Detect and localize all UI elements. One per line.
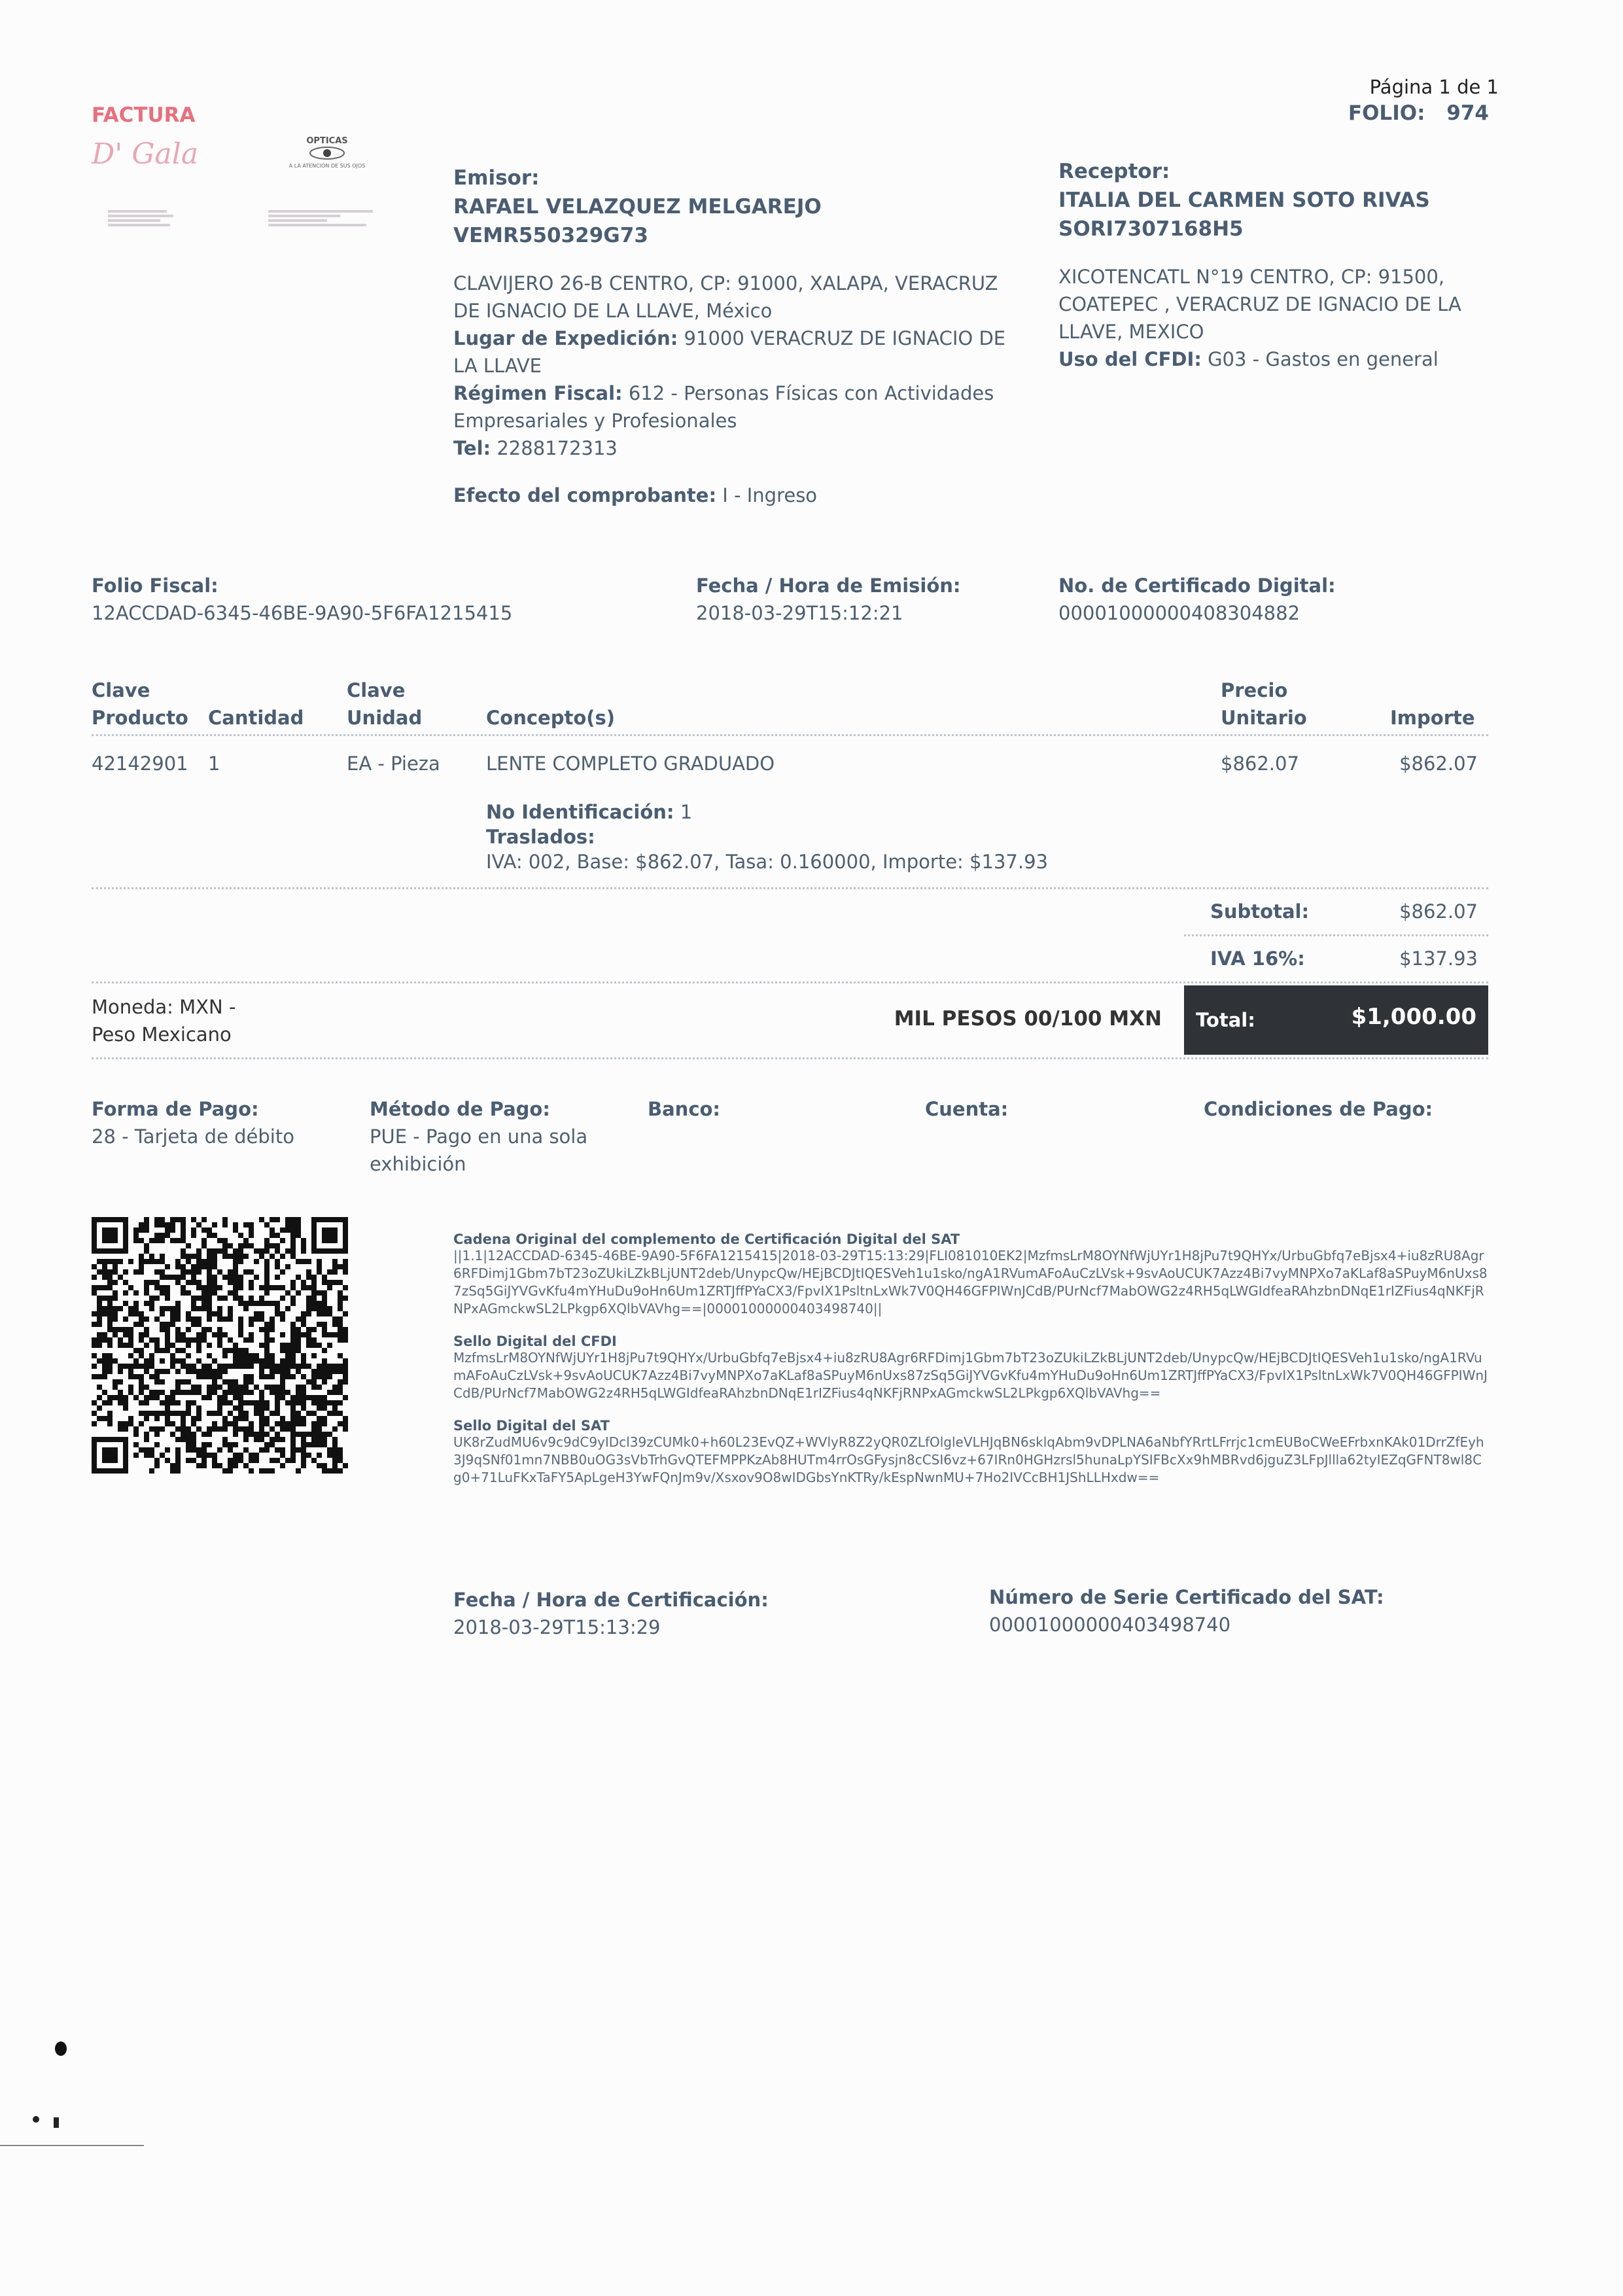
divider [92, 887, 1488, 889]
folio-value: 974 [1446, 101, 1489, 125]
emisor-tel [453, 434, 1016, 462]
certificado-label: No. de Certificado Digital: [1058, 574, 1336, 597]
total-label: Total: [1196, 1009, 1255, 1031]
traslados-value: IVA: 002, Base: $862.07, Tasa: 0.160000, Importe: $137.93 [486, 851, 1048, 873]
eye-icon [307, 146, 347, 160]
divider [92, 981, 1488, 983]
scan-edge [0, 2145, 144, 2146]
uso-value: G03 - Gastos en general [1208, 348, 1439, 370]
forma-pago-value: 28 - Tarjeta de débito [92, 1125, 294, 1148]
cell-concepto: LENTE COMPLETO GRADUADO [486, 752, 775, 775]
certificado-value: 00001000000408304882 [1058, 602, 1300, 624]
fecha-certificacion [453, 1586, 769, 1641]
efecto-label: Efecto del comprobante: [453, 484, 717, 506]
folio-label: FOLIO: [1348, 101, 1425, 125]
receptor-address: XICOTENCATL N°19 CENTRO, CP: 91500, COATEPEC , VERACRUZ DE IGNACIO DE LA LLAVE, MEXICO [1058, 266, 1461, 343]
divider [92, 1057, 1488, 1059]
uso-label: Uso del CFDI: [1058, 348, 1202, 370]
cell-importe: $862.07 [1399, 752, 1478, 775]
qr-code [92, 1217, 348, 1474]
total-value: $1,000.00 [1351, 1004, 1476, 1030]
scan-speck [54, 2117, 59, 2128]
subtotal-value: $862.07 [1399, 900, 1478, 923]
sello-sat-title: Sello Digital del SAT [453, 1418, 610, 1434]
th-importe: Importe [1390, 707, 1475, 729]
moneda-line1: Moneda: MXN - [92, 996, 236, 1018]
th-precio: Precio Unitario [1221, 679, 1307, 729]
efecto-value: I - Ingreso [722, 484, 818, 506]
condiciones-label: Condiciones de Pago: [1204, 1098, 1433, 1120]
regimen-value: 612 - Personas Físicas con Actividades Empresariales y Profesionales [453, 382, 994, 432]
metodo-pago [370, 1095, 618, 1178]
scan-speck [33, 2116, 39, 2123]
cuenta-label: Cuenta: [925, 1098, 1009, 1120]
tel-value: 2288172313 [497, 437, 618, 459]
lugar-label: Lugar de Expedición: [453, 327, 678, 349]
moneda [92, 993, 236, 1048]
folio [1348, 101, 1489, 125]
folio-fiscal-label: Folio Fiscal: [92, 574, 218, 597]
receptor-section [1058, 157, 1490, 373]
scan-speck [55, 2041, 67, 2056]
folio-fiscal [92, 572, 512, 627]
emisor-rfc: VEMR550329G73 [453, 224, 648, 247]
traslados-label: Traslados: [486, 826, 595, 848]
opticas-tagline: A LA ATENCIÓN DE SUS OJOS [288, 163, 366, 169]
sat-section [453, 1231, 1488, 1487]
regimen-label: Régimen Fiscal: [453, 382, 623, 404]
th-clave-unidad: Clave Unidad [347, 679, 423, 729]
fecha-emision [696, 572, 961, 627]
receptor-uso [1058, 345, 1490, 373]
divider [92, 734, 1488, 736]
tel-label: Tel: [453, 437, 491, 459]
concepto-detalle [486, 800, 1206, 874]
logo-fineprint-left [108, 208, 180, 228]
folio-fiscal-value: 12ACCDAD-6345-46BE-9A90-5F6FA1215415 [92, 602, 513, 624]
emisor-address: CLAVIJERO 26-B CENTRO, CP: 91000, XALAPA, VERACRUZ DE IGNACIO DE LA LLAVE, México [453, 272, 998, 322]
forma-pago-label: Forma de Pago: [92, 1098, 259, 1120]
no-ident-label: No Identificación: [486, 801, 674, 823]
sello-sat-value: UK8rZudMU6v9c9dC9yIDcl39zCUMk0+h60L23EvQZ+WVlyR8Z2yQR0ZLfOlgleVLHJqBN6sklqAbm9vDPLNA6aNbfYRrtLFrrjc1cmEUBoCWeEFrbxnKAk01DrrZfEyh3J9qSNf01mn7NBB0uOG3sVbTrhGvQTEFMPPKzAb8HUTm4rrOsGFysjn8cCSI6vz+67IRn0HGHzrsl5hunaLpYSIFBcXx9hMBRvd6jguZ3LFpJllla62tyIEZqGFNT8wl8Cg0+71LuFKxTaFY5ApLgeH3YwFQnJm9v/Xsxov9O8wIDGbsYnKTRy/kEspNwnMU+7Ho2IVCcBH1JShLLHxdw== [453, 1434, 1484, 1485]
forma-pago [92, 1095, 353, 1150]
emisor-label: Emisor: [453, 166, 540, 190]
fecha-cert-value: 2018-03-29T15:13:29 [453, 1616, 661, 1638]
cell-cantidad: 1 [208, 752, 220, 775]
emisor-lugar [453, 325, 1016, 380]
iva-value: $137.93 [1399, 947, 1478, 970]
cell-clave-unidad: EA - Pieza [347, 752, 440, 775]
cell-clave-producto: 42142901 [92, 752, 188, 775]
metodo-pago-label: Método de Pago: [370, 1098, 550, 1120]
iva-label: IVA 16%: [1210, 947, 1305, 970]
receptor-name: ITALIA DEL CARMEN SOTO RIVAS [1058, 188, 1430, 212]
lugar-value: 91000 VERACRUZ DE IGNACIO DE LA LLAVE [453, 327, 1006, 377]
total-box [1184, 985, 1488, 1055]
fecha-cert-label: Fecha / Hora de Certificación: [453, 1589, 769, 1611]
emisor-section [453, 164, 1016, 509]
moneda-line2: Peso Mexicano [92, 1023, 232, 1046]
receptor-label: Receptor: [1058, 160, 1170, 183]
emisor-efecto [453, 482, 1016, 509]
receptor-rfc: SORI7307168H5 [1058, 217, 1244, 241]
serie-certificado [989, 1583, 1384, 1638]
brand-logo: D' Gala [92, 137, 199, 171]
th-clave-producto: Clave Producto [92, 679, 188, 729]
cell-precio: $862.07 [1221, 752, 1299, 775]
banco-label: Banco: [648, 1098, 721, 1120]
divider [1184, 934, 1488, 936]
factura-label: FACTURA [92, 103, 196, 127]
logo-fineprint-right [268, 208, 379, 228]
sello-cfdi-title: Sello Digital del CFDI [453, 1333, 617, 1349]
cadena-title: Cadena Original del complemento de Certificación Digital del SAT [453, 1231, 960, 1247]
emisor-regimen [453, 380, 1016, 434]
emisor-name: RAFAEL VELAZQUEZ MELGAREJO [453, 195, 822, 219]
metodo-pago-value: PUE - Pago en una sola exhibición [370, 1125, 588, 1175]
serie-label: Número de Serie Certificado del SAT: [989, 1586, 1384, 1608]
cadena-value: ||1.1|12ACCDAD-6345-46BE-9A90-5F6FA1215415|2018-03-29T15:13:29|FLI081010EK2|MzfmsLrM8OYNfWjUYr1H8jPu7t9QHYx/UrbuGbfq7eBjsx4+iu8zRU8Agr6RFDimj1Gbm7bT23oZUkiLZkBLjUNT2deb/UnypcQw/HEjBCDJtIQESVeh1u1sko/ngA1RVumAFoAuCzLVsk+9svAoUCUK7Azz4Bi7vyMNPXo7aKLaf8aSPuyM6nUxs87zSq5GiJYVGvKfu4mYHuDu9oHn6Um1ZRTJffPYaCX3/FpvIX1PsltnLxWk7V0QH46GFPIWnJCdB/PUrNcf7MabOWG2z4RH5qLWGIdfeaRAhzbnDNqE1rIZFius4qNKFjRNPxAGmckwSL2LPkgp6XQlbVAVhg==|00001000000403498740|| [453, 1248, 1488, 1316]
opticas-label: OPTICAS [306, 136, 348, 146]
no-ident-value: 1 [680, 801, 693, 823]
th-cantidad: Cantidad [208, 707, 304, 729]
serie-value: 00001000000403498740 [989, 1614, 1231, 1636]
th-concepto: Concepto(s) [486, 707, 616, 729]
subtotal-label: Subtotal: [1210, 900, 1310, 923]
fecha-emision-value: 2018-03-29T15:12:21 [696, 602, 903, 624]
opticas-logo [262, 136, 393, 169]
pagination: Página 1 de 1 [1369, 76, 1499, 98]
amount-in-words: MIL PESOS 00/100 MXN [894, 1007, 1162, 1031]
fecha-emision-label: Fecha / Hora de Emisión: [696, 574, 961, 597]
certificado-digital [1058, 572, 1336, 627]
sello-cfdi-value: MzfmsLrM8OYNfWjUYr1H8jPu7t9QHYx/UrbuGbfq7eBjsx4+iu8zRU8Agr6RFDimj1Gbm7bT23oZUkiLZkBLjUNT2deb/UnypcQw/HEjBCDJtIQESVeh1u1sko/ngA1RVumAFoAuCzLVsk+9svAoUCUK7Azz4Bi7vyMNPXo7aKLaf8aSPuyM6nUxs87zSq5GiJYVGvKfu4mYHuDu9oHn6Um1ZRTJffPYaCX3/FpvIX1PsltnLxWk7V0QH46GFPIWnJCdB/PUrNcf7MabOWG2z4RH5qLWGIdfeaRAhzbnDNqE1rIZFius4qNKFjRNPxAGmckwSL2LPkgp6XQlbVAVhg== [453, 1350, 1488, 1401]
